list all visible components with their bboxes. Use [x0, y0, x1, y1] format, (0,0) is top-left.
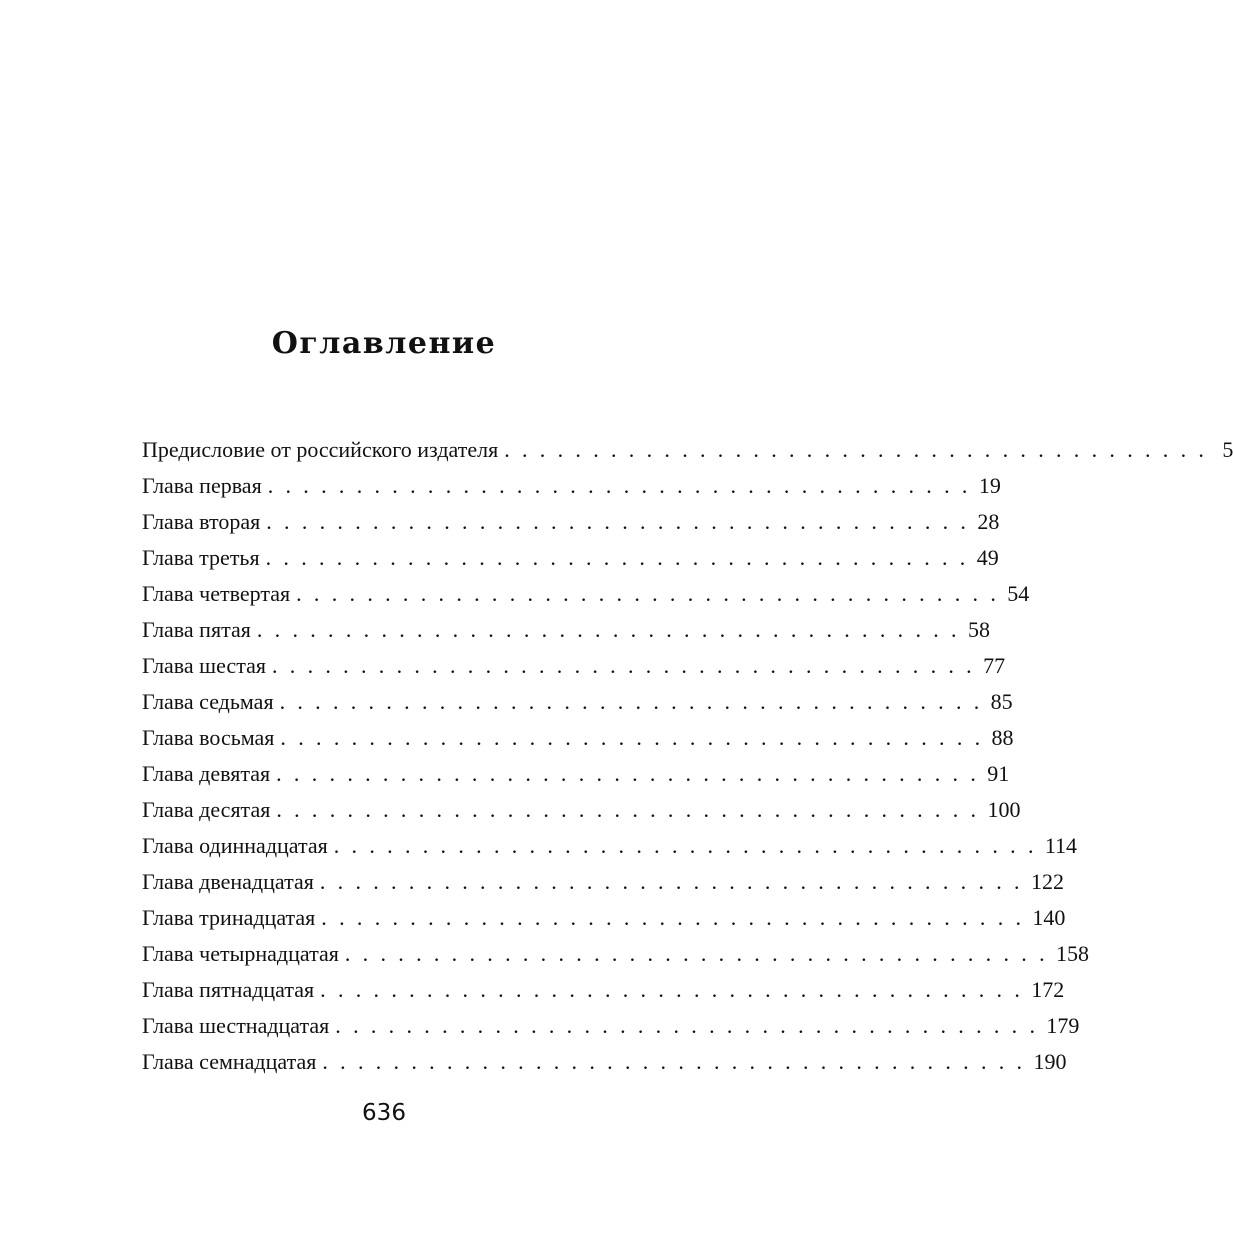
toc-entry-page: 172 [1031, 977, 1065, 1002]
toc-leader-dots: . . . . . . . . . . . . . . . . . . . . . . . . . . . . . . . . . . . . . . . . [280, 725, 984, 750]
toc-entry-label: Глава четырнадцатая [142, 941, 339, 966]
toc-leader-dots: . . . . . . . . . . . . . . . . . . . . . . . . . . . . . . . . . . . . . . . . [335, 1013, 1039, 1038]
toc-entry-label: Глава семнадцатая [142, 1049, 317, 1074]
toc-entry-page: 88 [991, 725, 1014, 750]
toc-entry-label: Глава седьмая [142, 689, 274, 714]
toc-entry-page: 77 [983, 653, 1006, 678]
toc-entry-page: 49 [976, 545, 999, 570]
toc-entry-label: Глава восьмая [142, 725, 275, 750]
toc-entry-page: 140 [1032, 905, 1066, 930]
toc-entry [142, 576, 1030, 612]
toc-leader-dots: . . . . . . . . . . . . . . . . . . . . . . . . . . . . . . . . . . . . . . . . [276, 797, 980, 822]
toc-leader-dots: . . . . . . . . . . . . . . . . . . . . . . . . . . . . . . . . . . . . . . . . [271, 653, 976, 678]
toc-entry-label: Глава пятнадцатая [142, 977, 315, 1002]
toc-entry-page: 190 [1033, 1049, 1067, 1074]
toc-leader-dots: . . . . . . . . . . . . . . . . . . . . . . . . . . . . . . . . . . . . . . . . [321, 905, 1025, 930]
toc-entry-page: 158 [1055, 941, 1089, 966]
toc-entry-label: Глава шестая [142, 653, 266, 678]
toc-entry [142, 504, 1000, 540]
toc-entry [142, 828, 1078, 864]
toc-leader-dots: . . . . . . . . . . . . . . . . . . . . . . . . . . . . . . . . . . . . . . . . [266, 509, 970, 534]
toc-entry-label: Глава четвертая [142, 581, 291, 606]
toc-entry [142, 648, 1006, 684]
toc-entry-label: Глава десятая [142, 797, 271, 822]
toc-leader-dots: . . . . . . . . . . . . . . . . . . . . . . . . . . . . . . . . . . . . . . . . [333, 833, 1037, 858]
toc-entry-page: 28 [977, 509, 1000, 534]
toc-leader-dots: . . . . . . . . . . . . . . . . . . . . . . . . . . . . . . . . . . . . . . . . [504, 437, 1208, 462]
toc-entry-label: Глава третья [142, 545, 260, 570]
toc-entry-page: 91 [987, 761, 1010, 786]
toc-leader-dots: . . . . . . . . . . . . . . . . . . . . . . . . . . . . . . . . . . . . . . . . [265, 545, 969, 570]
toc-leader-dots: . . . . . . . . . . . . . . . . . . . . . . . . . . . . . . . . . . . . . . . . [319, 869, 1023, 894]
toc-entry [142, 900, 1066, 936]
toc-leader-dots: . . . . . . . . . . . . . . . . . . . . . . . . . . . . . . . . . . . . . . . . [279, 689, 983, 714]
toc-entry-label: Глава первая [142, 473, 262, 498]
toc-entry [142, 936, 1089, 972]
toc-entry [142, 756, 1010, 792]
toc-leader-dots: . . . . . . . . . . . . . . . . . . . . . . . . . . . . . . . . . . . . . . . . [320, 977, 1024, 1002]
toc-entry-page: 122 [1030, 869, 1064, 894]
toc-leader-dots: . . . . . . . . . . . . . . . . . . . . . . . . . . . . . . . . . . . . . . . . [256, 617, 960, 642]
toc-entry-page: 100 [987, 797, 1021, 822]
page-title: Оглавление [271, 326, 497, 361]
toc-entry [142, 1044, 1067, 1080]
toc-entry [142, 684, 1013, 720]
toc-entry-page: 179 [1046, 1013, 1080, 1038]
toc-entry [142, 720, 1014, 756]
toc-entry [142, 792, 1021, 828]
toc-entry-label: Глава вторая [142, 509, 261, 534]
toc-entry-label: Предисловие от российского издателя [142, 437, 499, 462]
toc-entry-label: Глава пятая [142, 617, 251, 642]
toc-entry-label: Глава тринадцатая [142, 905, 316, 930]
toc-entry-page: 54 [1007, 581, 1030, 606]
toc-entry-page: 85 [990, 689, 1013, 714]
toc-entry [142, 972, 1065, 1008]
toc-entry [142, 1008, 1080, 1044]
toc-entry-label: Глава двенадцатая [142, 869, 314, 894]
toc-leader-dots: . . . . . . . . . . . . . . . . . . . . . . . . . . . . . . . . . . . . . . . . [344, 941, 1048, 966]
toc-entry-label: Глава шестнадцатая [142, 1013, 330, 1038]
toc-leader-dots: . . . . . . . . . . . . . . . . . . . . . . . . . . . . . . . . . . . . . . . . [296, 581, 1000, 606]
toc-entry-label: Глава одиннадцатая [142, 833, 328, 858]
toc-entry-page: 114 [1044, 833, 1078, 858]
toc-leader-dots: . . . . . . . . . . . . . . . . . . . . . . . . . . . . . . . . . . . . . . . . [276, 761, 980, 786]
page-number: 636 [362, 1100, 406, 1126]
toc-entry-label: Глава девятая [142, 761, 271, 786]
toc-entry-page: 58 [967, 617, 990, 642]
toc-entry [142, 864, 1064, 900]
toc-leader-dots: . . . . . . . . . . . . . . . . . . . . . . . . . . . . . . . . . . . . . . . . [322, 1049, 1026, 1074]
table-of-contents [142, 432, 1233, 1080]
toc-entry-page: 5 [1222, 437, 1233, 462]
toc-leader-dots: . . . . . . . . . . . . . . . . . . . . . . . . . . . . . . . . . . . . . . . . [267, 473, 971, 498]
toc-entry [142, 540, 999, 576]
toc-entry [142, 468, 1001, 504]
toc-entry [142, 612, 990, 648]
toc-entry [142, 432, 1233, 468]
toc-entry-page: 19 [978, 473, 1001, 498]
